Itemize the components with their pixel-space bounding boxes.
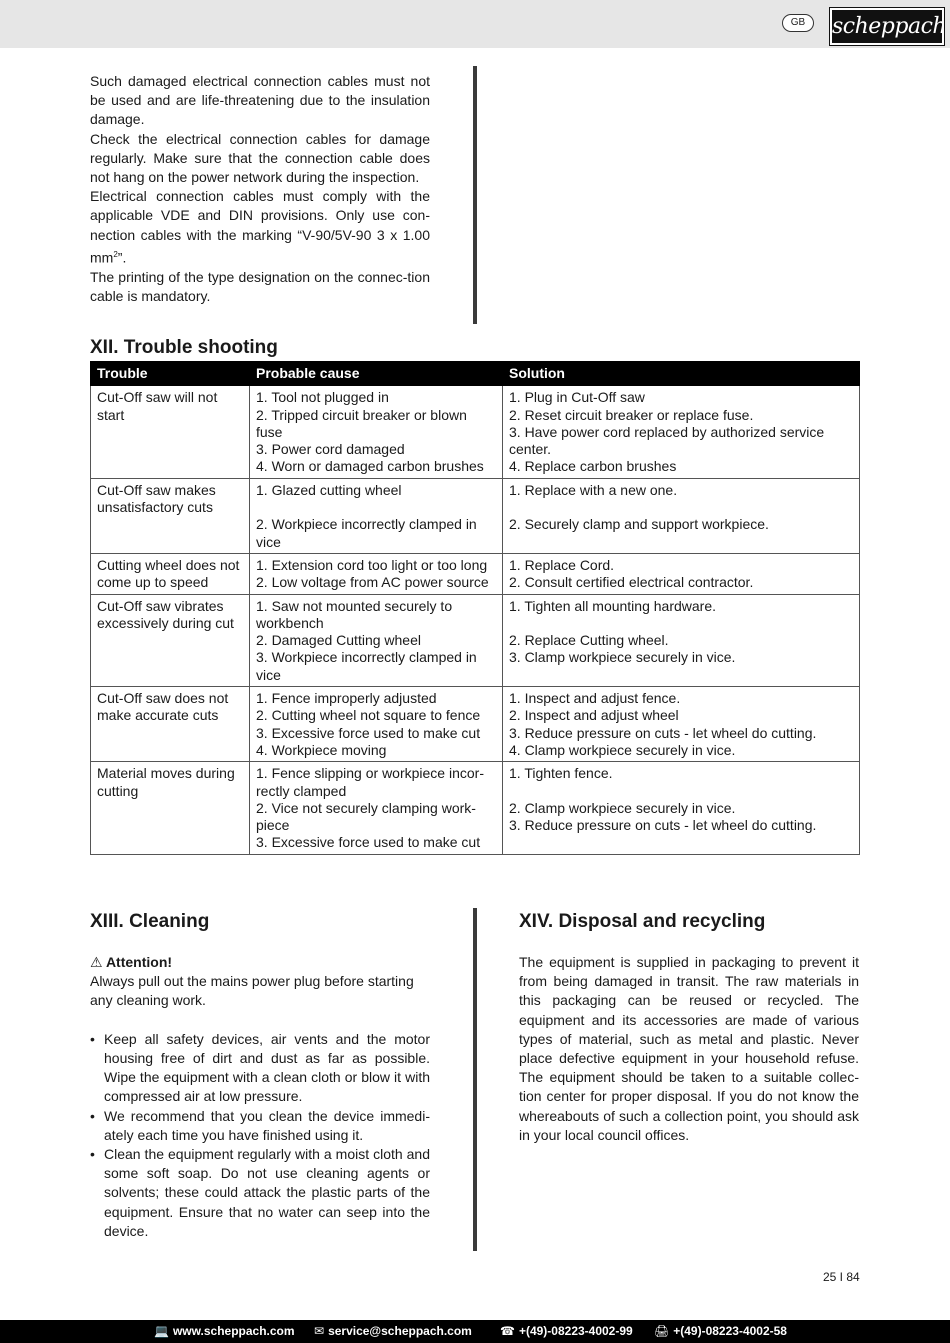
column-header: Solution — [503, 362, 860, 386]
header-bar — [0, 0, 950, 48]
cause-line: 4. Worn or damaged carbon brushes — [256, 458, 484, 475]
solution-line: 1. Replace with a new one. — [509, 481, 678, 498]
solution-line: 4. Clamp workpiece securely in vice. — [509, 741, 736, 758]
solution-line: 3. Reduce pressure on cuts - let wheel do cutting. — [509, 724, 817, 741]
solution-cell — [503, 687, 860, 762]
solution-line: 3. Clamp workpiece securely in vice. — [509, 649, 736, 666]
intro-text — [90, 72, 430, 306]
solution-line — [509, 615, 853, 632]
cause-line: 1. Saw not mounted securely to workbench — [256, 597, 453, 631]
table-row — [91, 594, 860, 686]
cause-line: 3. Excessive force used to make cut — [256, 724, 481, 741]
solution-line: 2. Clamp workpiece securely in vice. — [509, 799, 736, 816]
solution-line — [509, 783, 853, 800]
solution-cell — [503, 553, 860, 594]
warning-icon: ⚠ — [90, 954, 103, 970]
column-header: Trouble — [91, 362, 250, 386]
table-row — [91, 478, 860, 553]
monitor-icon: 💻 — [154, 1324, 169, 1338]
trouble-cell: Cut-Off saw vibrates excessively during cut — [91, 594, 250, 686]
list-item: • We recommend that you clean the device immedi-ately each time you have finished using it. — [90, 1107, 430, 1145]
intro-paragraph: The printing of the type designation on the connec-tion cable is mandatory. — [90, 268, 430, 304]
cause-line: 1. Glazed cutting wheel — [256, 481, 402, 498]
section-title-trouble: XII. Trouble shooting — [90, 337, 278, 358]
solution-line: 1. Tighten all mounting hardware. — [509, 597, 717, 614]
cause-line: 2. Low voltage from AC power source — [256, 574, 489, 591]
cause-cell — [250, 594, 503, 686]
trouble-table — [90, 361, 860, 855]
page-number: 25 I 84 — [823, 1270, 860, 1284]
solution-line: 4. Replace carbon brushes — [509, 458, 677, 475]
table-row — [91, 553, 860, 594]
list-item: • Clean the equipment regularly with a moist cloth and some soft soap. Do not use cleaning agents or solvents; these could attack the plastic parts of the equipment. Ensure that no water can seep into the device. — [90, 1145, 430, 1241]
section-title-disposal: XIV. Disposal and recycling — [519, 911, 766, 932]
solution-line: 3. Have power cord replaced by authorized service center. — [509, 423, 825, 458]
solution-line: 2. Replace Cutting wheel. — [509, 632, 669, 649]
intro-paragraph: Check the electrical connection cables for damage regularly. Make sure that the connection cable does not hang on the power network during the inspection. — [90, 130, 430, 186]
solution-line: 2. Inspect and adjust wheel — [509, 707, 679, 724]
language-badge: GB — [782, 14, 814, 32]
trouble-cell: Cutting wheel does not come up to speed — [91, 553, 250, 594]
solution-cell — [503, 762, 860, 854]
cause-line: 1. Tool not plugged in — [256, 389, 389, 406]
cause-line: 1. Extension cord too light or too long — [256, 556, 488, 573]
solution-line: 2. Securely clamp and support workpiece. — [509, 516, 769, 533]
cause-cell — [250, 687, 503, 762]
table-row — [91, 762, 860, 854]
footer-fax: 🖨 +(49)-08223-4002-58 — [654, 1324, 787, 1338]
solution-cell — [503, 478, 860, 553]
trouble-cell: Cut-Off saw makes unsatisfactory cuts — [91, 478, 250, 553]
cause-line: 2. Vice not securely clamping work-piece — [256, 799, 476, 834]
footer-web[interactable]: 💻 www.scheppach.com — [154, 1324, 295, 1338]
solution-line: 2. Reset circuit breaker or replace fuse. — [509, 406, 754, 423]
column-divider — [473, 66, 477, 324]
solution-line: 2. Consult certified electrical contractor. — [509, 574, 754, 591]
attention-text: Always pull out the mains power plug before starting any cleaning work. — [90, 973, 414, 1009]
solution-cell — [503, 594, 860, 686]
cause-line: 2. Damaged Cutting wheel — [256, 632, 421, 649]
cause-cell — [250, 762, 503, 854]
attention-heading: ⚠ Attention! — [90, 954, 173, 970]
cause-cell — [250, 478, 503, 553]
solution-line — [509, 499, 853, 516]
footer-mail[interactable]: ✉ service@scheppach.com — [314, 1324, 472, 1338]
cleaning-list — [90, 1030, 430, 1241]
trouble-cell: Cut-Off saw will not start — [91, 386, 250, 478]
section-title-cleaning: XIII. Cleaning — [90, 911, 210, 932]
table-header-row — [91, 362, 860, 386]
trouble-cell: Material moves during cutting — [91, 762, 250, 854]
table-row — [91, 386, 860, 478]
cause-line: 2. Tripped circuit breaker or blown fuse — [256, 406, 467, 440]
column-header: Probable cause — [250, 362, 503, 386]
solution-line: 1. Replace Cord. — [509, 556, 615, 573]
solution-cell — [503, 386, 860, 478]
cause-cell — [250, 386, 503, 478]
cause-line — [256, 499, 496, 516]
cause-line: 3. Workpiece incorrectly clamped in vice — [256, 649, 477, 683]
solution-line: 1. Plug in Cut-Off saw — [509, 389, 645, 406]
cause-line: 2. Workpiece incorrectly clamped in vice — [256, 516, 477, 550]
table-row — [91, 687, 860, 762]
cause-line: 3. Excessive force used to make cut — [256, 834, 481, 851]
fax-icon: 🖨 — [654, 1324, 670, 1338]
solution-line: 3. Reduce pressure on cuts - let wheel do cutting. — [509, 817, 817, 834]
solution-line: 1. Inspect and adjust fence. — [509, 690, 681, 707]
intro-paragraph: Such damaged electrical connection cables must not be used and are life-threatening due to the insulation damage. — [90, 73, 430, 128]
solution-line: 1. Tighten fence. — [509, 765, 613, 782]
footer-bar — [0, 1320, 950, 1343]
phone-icon: ☎ — [500, 1324, 515, 1338]
intro-paragraph: Electrical connection cables must comply with the applicable VDE and DIN provisions. Only use con-nection cables with the marking “V-90/5V-90 3 x 1.00 $mm^2$”. — [90, 188, 430, 266]
cause-line: 4. Workpiece moving — [256, 741, 387, 758]
footer-phone: ☎ +(49)-08223-4002-99 — [500, 1324, 633, 1338]
cause-line: 1. Fence improperly adjusted — [256, 690, 437, 707]
cause-line: 1. Fence slipping or workpiece incor-rectly clamped — [256, 765, 484, 799]
cause-cell — [250, 553, 503, 594]
brand-logo: scheppach — [830, 8, 944, 45]
disposal-text: The equipment is supplied in packaging to prevent it from being damaged in transit. The raw materials in this packaging can be reused or recycled. The equipment and its accessories are made of various types of material, such as metal and plastic. Never place defective equipment in your household refuse. The equipment should be taken to a suitable collec-tion center for proper disposal. If you do not know the whereabouts of such a collection point, you should ask in your local council offices. — [519, 954, 859, 1143]
trouble-cell: Cut-Off saw does not make accurate cuts — [91, 687, 250, 762]
list-item: • Keep all safety devices, air vents and the motor housing free of dirt and dust as far as possible. Wipe the equipment with a clean cloth or blow it with compressed air at low pressure. — [90, 1030, 430, 1107]
cause-line: 2. Cutting wheel not square to fence — [256, 707, 481, 724]
envelope-icon: ✉ — [314, 1324, 325, 1338]
cause-line: 3. Power cord damaged — [256, 441, 405, 458]
column-divider — [473, 908, 477, 1251]
cleaning-section — [90, 953, 430, 1241]
